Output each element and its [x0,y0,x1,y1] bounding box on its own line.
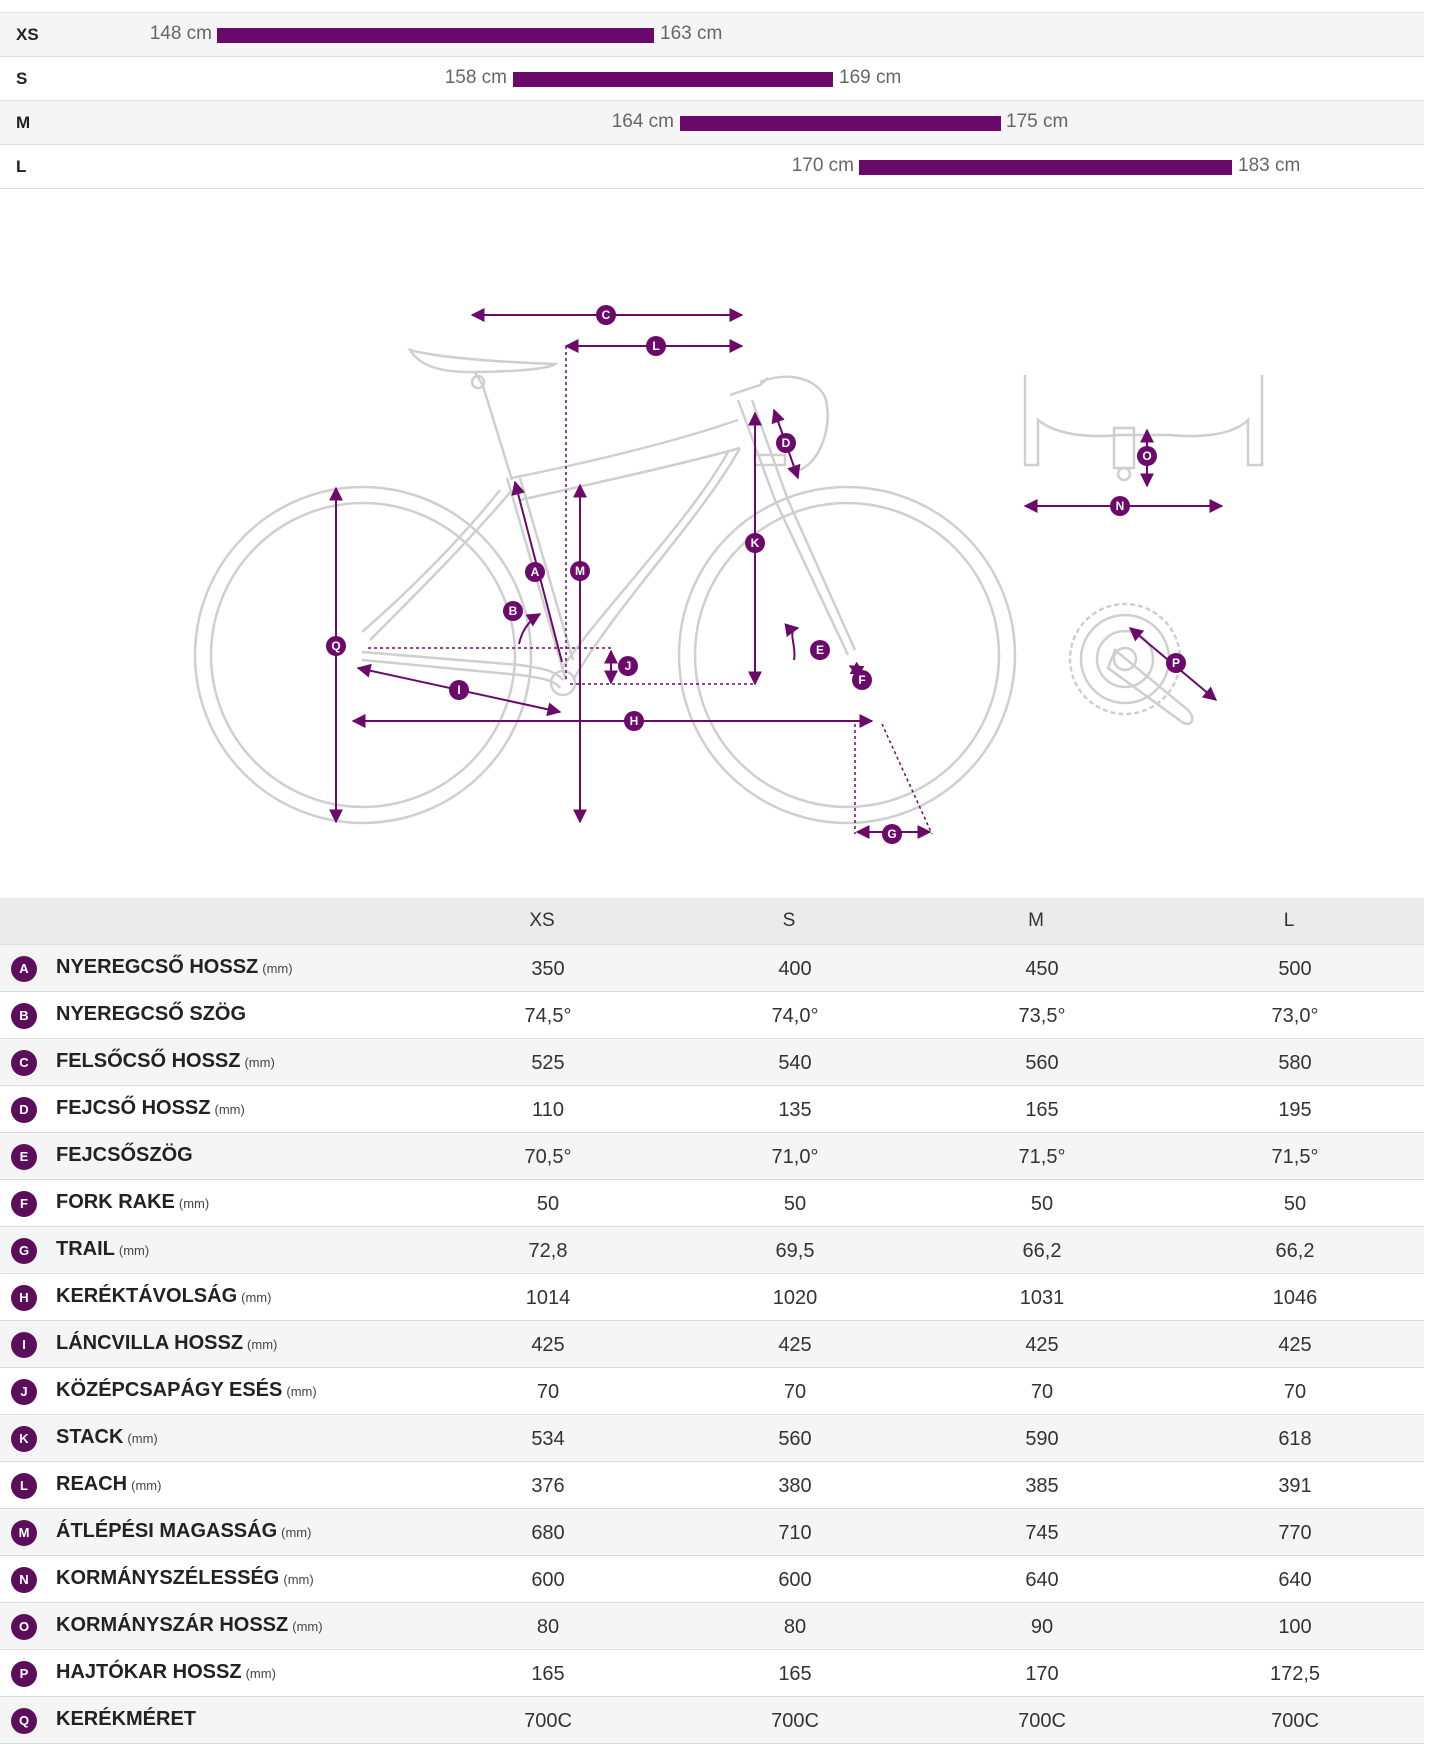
parameter-name-cell [56,1050,275,1073]
parameter-name: LÁNCVILLA HOSSZ [56,1332,244,1354]
size-max-height: 183 cm [1238,155,1301,176]
value-cell-m: 590 [1025,1428,1059,1450]
value-cell-xs: 165 [531,1663,565,1685]
table-row [0,1650,1424,1697]
value-cell-m: 700C [1018,1710,1066,1732]
table-row [0,1039,1424,1086]
table-row [0,1697,1424,1744]
badge-letter: N [1115,499,1125,513]
parameter-unit: (mm) [241,1290,272,1305]
value-cell-m: 450 [1025,958,1059,980]
geometry-table [0,898,1424,1744]
parameter-name: REACH [56,1473,128,1495]
row-letter-badge: N [11,1567,37,1593]
column-header-xs: XS [529,910,555,931]
badge-letter: C [601,308,611,322]
size-range-row-m [0,101,1424,145]
badge-letter: P [1171,656,1181,670]
value-cell-s: 380 [778,1475,812,1497]
badge-j [618,656,638,676]
row-letter-badge: P [11,1661,37,1687]
size-label: M [16,113,31,132]
parameter-unit: (mm) [247,1337,278,1352]
parameter-name-cell [56,1332,277,1355]
row-letter-badge: K [11,1426,37,1452]
size-range-bar [513,72,833,87]
bike-frame-outline [195,350,1015,823]
column-header-s: S [782,910,796,931]
badge-letter: Q [331,639,341,653]
table-row [0,1415,1424,1462]
parameter-name: KORMÁNYSZÁR HOSSZ [56,1614,289,1636]
badge-g [882,824,902,844]
size-range-bar [680,116,1001,131]
column-header-l: L [1283,910,1295,931]
parameter-name-cell [56,1473,161,1496]
parameter-name: KERÉKMÉRET [56,1708,197,1730]
row-letter-badge: H [11,1285,37,1311]
badge-letter: L [652,339,660,353]
value-cell-xs: 50 [536,1193,560,1215]
parameter-name-cell [56,1191,209,1214]
badge-letter: F [858,673,866,687]
parameter-name: NYEREGCSŐ HOSSZ [56,956,259,978]
value-cell-xs: 425 [531,1334,565,1356]
value-cell-xs: 74,5° [524,1005,572,1027]
value-cell-s: 71,0° [771,1146,819,1168]
parameter-unit: (mm) [127,1431,158,1446]
table-row [0,945,1424,992]
value-cell-l: 425 [1278,1334,1312,1356]
row-letter-badge: G [11,1238,37,1264]
badge-k [745,533,765,553]
parameter-name: FELSŐCSŐ HOSSZ [56,1050,241,1072]
value-cell-m: 73,5° [1018,1005,1066,1027]
badge-p [1166,653,1186,673]
value-cell-xs: 525 [531,1052,565,1074]
row-letter-badge: F [11,1191,37,1217]
parameter-unit: (mm) [281,1525,312,1540]
value-cell-m: 50 [1030,1193,1054,1215]
badge-letter: G [887,827,897,841]
parameter-name: FEJCSŐ HOSSZ [56,1097,211,1119]
value-cell-s: 69,5 [775,1240,815,1262]
row-letter-badge: O [11,1614,37,1640]
value-cell-xs: 534 [531,1428,565,1450]
table-row [0,1556,1424,1603]
size-min-height: 170 cm [791,155,854,176]
size-label: L [16,157,27,176]
badge-q [326,636,346,656]
badge-b [503,601,523,621]
badge-letter: M [575,564,585,578]
value-cell-xs: 70,5° [524,1146,572,1168]
parameter-name: KÖZÉPCSAPÁGY ESÉS [56,1379,283,1401]
column-header-m: M [1028,910,1044,931]
badge-m [570,561,590,581]
size-max-height: 169 cm [839,67,902,88]
value-cell-s: 600 [778,1569,812,1591]
parameter-name-cell [56,1097,245,1120]
value-cell-s: 135 [778,1099,812,1121]
badge-letter: K [750,536,760,550]
badge-letter: E [815,643,825,657]
value-cell-xs: 70 [536,1381,560,1403]
value-cell-l: 71,5° [1271,1146,1319,1168]
badge-d [776,433,796,453]
row-letter-badge: E [11,1144,37,1170]
parameter-name-cell [56,1614,323,1637]
parameter-name: FORK RAKE [56,1191,175,1213]
value-cell-s: 50 [783,1193,807,1215]
value-cell-m: 425 [1025,1334,1059,1356]
value-cell-l: 195 [1278,1099,1312,1121]
parameter-unit: (mm) [214,1102,245,1117]
badge-e [810,640,830,660]
parameter-name-cell [56,1708,196,1731]
parameter-name: HAJTÓKAR HOSSZ [56,1661,242,1683]
row-letter-badge: C [11,1050,37,1076]
parameter-unit: (mm) [283,1572,314,1587]
value-cell-xs: 1014 [525,1287,571,1309]
row-letter-badge: J [11,1379,37,1405]
badge-l [646,336,666,356]
value-cell-m: 1031 [1019,1287,1065,1309]
value-cell-m: 70 [1030,1381,1054,1403]
value-cell-l: 73,0° [1271,1005,1319,1027]
table-row [0,1603,1424,1650]
value-cell-s: 74,0° [771,1005,819,1027]
value-cell-l: 500 [1278,958,1312,980]
value-cell-l: 70 [1283,1381,1307,1403]
value-cell-xs: 80 [536,1616,560,1638]
row-letter-badge: M [11,1520,37,1546]
value-cell-m: 560 [1025,1052,1059,1074]
parameter-unit: (mm) [178,1196,210,1211]
value-cell-l: 1046 [1272,1287,1318,1309]
parameter-unit: (mm) [118,1243,150,1258]
value-cell-s: 400 [778,958,812,980]
value-cell-xs: 72,8 [528,1240,568,1262]
value-cell-m: 745 [1025,1522,1059,1544]
size-range-row-l [0,145,1424,189]
value-cell-s: 80 [783,1616,807,1638]
parameter-name: FEJCSŐSZÖG [56,1144,193,1166]
value-cell-l: 100 [1278,1616,1312,1638]
parameter-name: TRAIL [56,1238,115,1260]
parameter-name-cell [56,1238,149,1261]
value-cell-m: 640 [1025,1569,1059,1591]
table-row [0,1368,1424,1415]
parameter-unit: (mm) [131,1478,162,1493]
value-cell-s: 425 [778,1334,812,1356]
badge-i [449,680,469,700]
table-row [0,1133,1424,1180]
value-cell-s: 1020 [772,1287,818,1309]
size-min-height: 158 cm [444,67,507,88]
badge-letter: B [508,604,518,618]
parameter-unit: (mm) [292,1619,323,1634]
value-cell-xs: 600 [531,1569,565,1591]
table-row [0,1274,1424,1321]
table-row [0,992,1424,1039]
size-range-row-xs [0,13,1424,57]
size-range-bar [859,160,1232,175]
row-letter-badge: I [11,1332,37,1358]
value-cell-m: 170 [1025,1663,1059,1685]
parameter-name: NYEREGCSŐ SZÖG [56,1003,247,1025]
value-cell-m: 385 [1025,1475,1059,1497]
value-cell-s: 70 [783,1381,807,1403]
parameter-name-cell [56,1567,314,1590]
value-cell-s: 165 [778,1663,812,1685]
value-cell-l: 66,2 [1275,1240,1315,1262]
parameter-name-cell [56,1144,193,1167]
size-max-height: 163 cm [660,23,723,44]
row-letter-badge: D [11,1097,37,1123]
row-letter-badge: A [11,956,37,982]
value-cell-xs: 680 [531,1522,565,1544]
badge-letter: D [781,436,791,450]
parameter-unit: (mm) [244,1055,275,1070]
parameter-unit: (mm) [286,1384,317,1399]
row-letter-badge: L [11,1473,37,1499]
size-max-height: 175 cm [1006,111,1069,132]
table-header [0,898,1424,945]
value-cell-l: 580 [1278,1052,1312,1074]
table-row [0,1086,1424,1133]
badge-letter: J [624,659,632,673]
parameter-name: KERÉKTÁVOLSÁG [56,1285,238,1307]
badge-c [596,305,616,325]
value-cell-l: 770 [1278,1522,1312,1544]
parameter-name-cell [56,1661,276,1684]
value-cell-m: 66,2 [1022,1240,1062,1262]
badge-n [1110,496,1130,516]
value-cell-s: 560 [778,1428,812,1450]
table-row [0,1180,1424,1227]
value-cell-xs: 350 [531,958,565,980]
size-range-bar [217,28,654,43]
size-range-row-s [0,57,1424,101]
badge-letter: I [457,683,461,697]
value-cell-s: 700C [771,1710,819,1732]
table-row [0,1462,1424,1509]
parameter-name-cell [56,1285,271,1308]
badge-letter: O [1142,449,1152,463]
parameter-name-cell [56,1003,246,1026]
value-cell-xs: 700C [524,1710,572,1732]
size-min-height: 148 cm [149,23,212,44]
badge-h [624,711,644,731]
value-cell-l: 618 [1278,1428,1312,1450]
row-letter-badge: B [11,1003,37,1029]
value-cell-m: 90 [1030,1616,1054,1638]
parameter-name-cell [56,1426,158,1449]
value-cell-s: 710 [778,1522,812,1544]
parameter-unit: (mm) [262,961,293,976]
value-cell-l: 391 [1278,1475,1312,1497]
table-row [0,1509,1424,1556]
badge-letter: A [530,565,540,579]
badge-letter: H [629,714,639,728]
parameter-name-cell [56,1379,317,1402]
parameter-name: STACK [56,1426,124,1448]
value-cell-xs: 376 [531,1475,565,1497]
measurement-lines [336,315,1222,834]
parameter-name: ÁTLÉPÉSI MAGASSÁG [56,1520,278,1542]
value-cell-l: 50 [1283,1193,1307,1215]
size-min-height: 164 cm [611,111,674,132]
table-row [0,1227,1424,1274]
parameter-name-cell [56,1520,311,1543]
parameter-name: KORMÁNYSZÉLESSÉG [56,1567,280,1589]
table-row [0,1321,1424,1368]
parameter-unit: (mm) [245,1666,276,1681]
size-range-chart [0,12,1424,189]
value-cell-m: 71,5° [1018,1146,1066,1168]
value-cell-l: 172,5 [1269,1663,1321,1685]
size-label: XS [16,25,39,44]
parameter-name-cell [56,956,293,979]
badge-a [525,562,545,582]
value-cell-s: 540 [778,1052,812,1074]
row-letter-badge: Q [11,1708,37,1734]
table-body [0,945,1424,1744]
value-cell-xs: 110 [532,1099,564,1121]
size-label: S [16,69,28,88]
value-cell-m: 165 [1025,1099,1059,1121]
badge-o [1137,446,1157,466]
value-cell-l: 640 [1278,1569,1312,1591]
value-cell-l: 700C [1271,1710,1319,1732]
badge-f [852,670,872,690]
